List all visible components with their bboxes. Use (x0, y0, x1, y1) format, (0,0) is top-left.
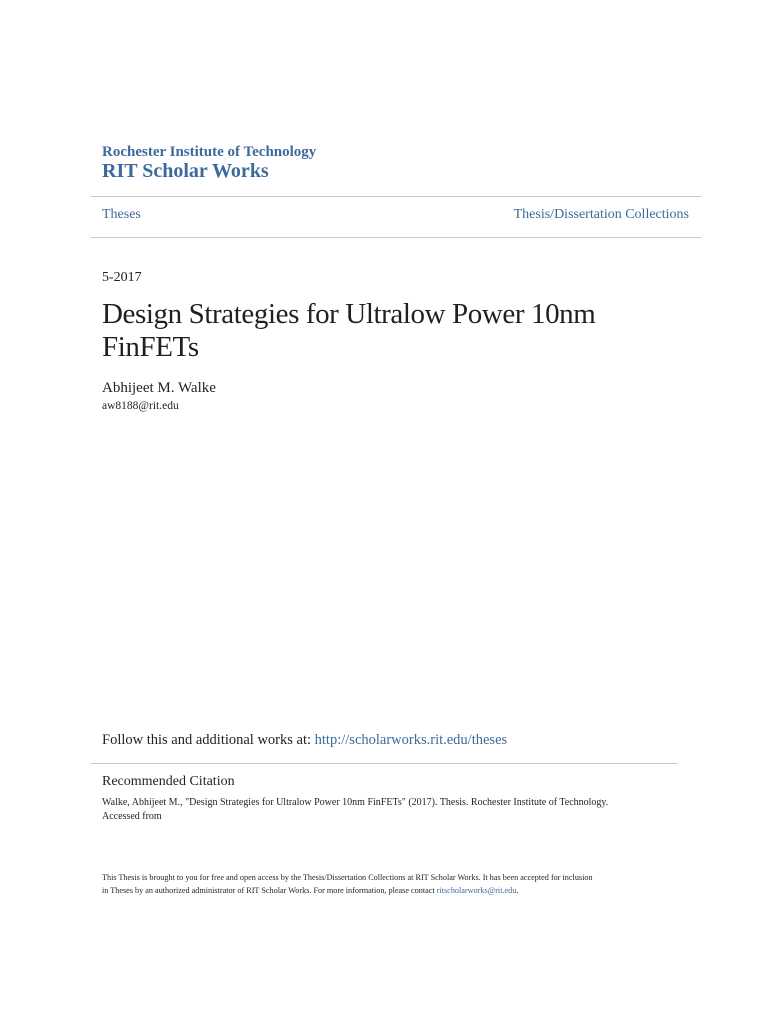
collections-link[interactable]: Thesis/Dissertation Collections (513, 207, 689, 222)
access-notice-line-1: This Thesis is brought to you for free and open access by the Thesis/Dissertation Collections at RIT Scholar Works. It has been accepted for inclusion (102, 873, 593, 882)
title-line-2: FinFETs (102, 331, 199, 363)
header-divider (91, 196, 701, 197)
access-notice-line-2 (102, 884, 682, 897)
title-line-1: Design Strategies for Ultralow Power 10nm (102, 298, 596, 330)
citation-line-1: Walke, Abhijeet M., "Design Strategies for Ultralow Power 10nm FinFETs" (2017). Thesis. Rochester Institute of Technology. (102, 797, 609, 808)
follow-prefix: Follow this and additional works at: (102, 732, 315, 748)
citation-line-2: Accessed from (102, 810, 162, 822)
citation-text (102, 796, 662, 823)
theses-url-link[interactable]: http://scholarworks.rit.edu/theses (314, 732, 508, 748)
author-email: aw8188@rit.edu (102, 400, 179, 412)
access-notice-prefix: in Theses by an authorized administrator of RIT Scholar Works. For more information, please contact (102, 886, 437, 895)
citation-divider (91, 763, 678, 764)
author-name: Abhijeet M. Walke (102, 380, 216, 396)
contact-email-link[interactable]: ritscholarworks@rit.edu (436, 886, 517, 895)
access-notice-suffix: . (516, 886, 519, 895)
follow-statement (102, 732, 507, 749)
publication-date: 5-2017 (102, 270, 142, 285)
document-title (102, 298, 662, 364)
access-notice (102, 871, 682, 897)
institution-name[interactable]: Rochester Institute of Technology (102, 144, 317, 160)
repository-name[interactable]: RIT Scholar Works (102, 160, 269, 182)
citation-heading: Recommended Citation (102, 774, 235, 789)
nav-divider (91, 237, 701, 238)
theses-link[interactable]: Theses (102, 207, 141, 222)
